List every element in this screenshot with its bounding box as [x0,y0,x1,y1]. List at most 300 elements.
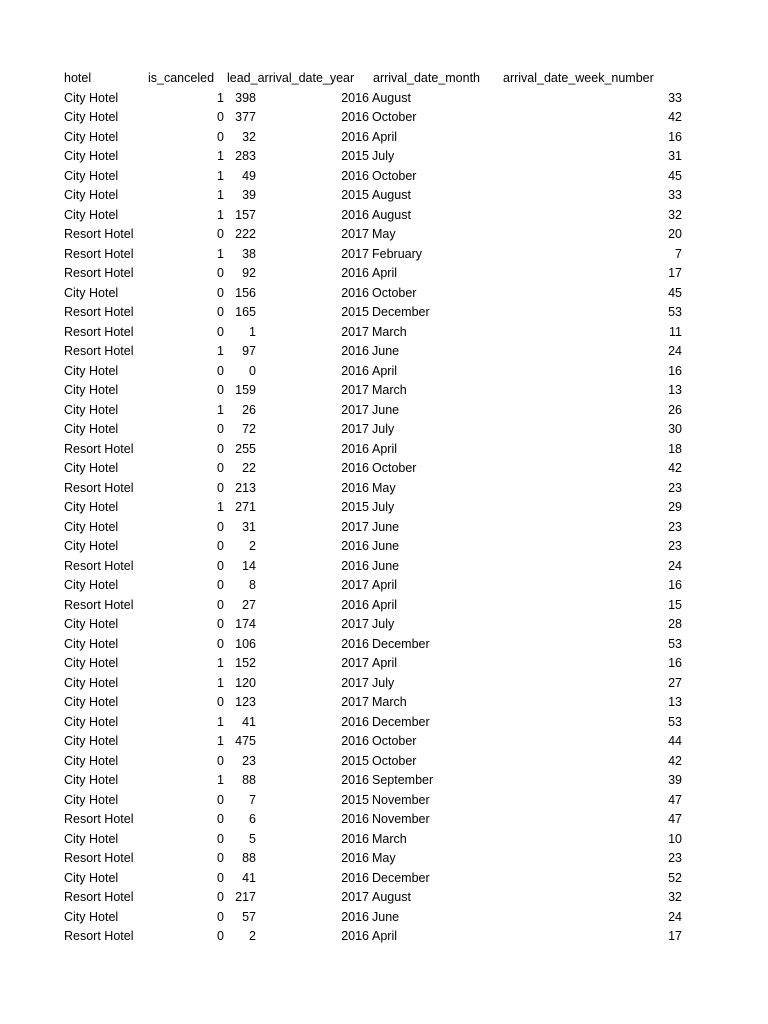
cell-is-canceled: 0 [217,324,224,339]
cell-lead: 120 [235,675,256,690]
cell-hotel: City Hotel [64,773,119,787]
cell-is-canceled: 1 [217,90,224,105]
cell-hotel: City Hotel [64,500,119,514]
cell-month: April [372,578,398,592]
table-row [64,927,704,947]
cell-week: 26 [668,402,682,417]
cell-lead: 5 [249,831,256,846]
cell-year: 2016 [341,168,369,183]
cell-month: June [372,344,400,358]
cell-month: August [372,90,411,105]
cell-week: 33 [668,188,682,202]
cell-week: 44 [668,734,682,748]
cell-lead: 157 [235,207,256,222]
cell-month: March [372,831,407,846]
cell-month: April [372,441,398,456]
cell-hotel: City Hotel [64,753,119,768]
cell-week: 11 [669,324,682,339]
cell-hotel: Resort Hotel [64,890,134,904]
cell-month: March [372,324,407,339]
cell-year: 2016 [341,831,369,846]
cell-month: July [372,675,395,690]
cell-is-canceled: 0 [217,578,224,592]
cell-is-canceled: 0 [217,539,224,553]
cell-is-canceled: 0 [217,812,224,826]
cell-month: July [372,617,395,631]
cell-is-canceled: 0 [217,851,224,865]
cell-is-canceled: 0 [217,909,224,924]
cell-year: 2017 [341,519,369,534]
header-lead-arrival-date-year: lead_arrival_date_year [227,71,355,85]
cell-month: May [372,851,396,865]
cell-hotel: City Hotel [64,129,119,144]
cell-year: 2015 [341,305,369,319]
cell-is-canceled: 0 [217,558,224,573]
cell-week: 17 [668,929,682,943]
table-row [64,498,704,518]
cell-week: 47 [668,812,682,826]
cell-hotel: Resort Hotel [64,305,134,319]
cell-hotel: Resort Hotel [64,851,134,865]
cell-year: 2017 [341,617,369,631]
cell-hotel: Resort Hotel [64,266,134,280]
cell-month: June [372,402,400,417]
cell-hotel: City Hotel [64,539,119,553]
cell-year: 2017 [341,383,369,397]
cell-is-canceled: 1 [217,344,224,358]
table-row [64,557,704,577]
cell-month: April [372,656,398,670]
cell-year: 2016 [341,285,369,300]
cell-week: 27 [668,675,682,690]
cell-month: March [372,383,407,397]
header-row [64,69,704,89]
table-row [64,674,704,694]
table-row [64,518,704,538]
cell-is-canceled: 1 [217,168,224,183]
cell-year: 2016 [341,714,369,729]
cell-month: May [372,480,396,495]
table-row [64,284,704,304]
cell-month: April [372,929,398,943]
cell-year: 2015 [341,500,369,514]
cell-lead: 72 [242,422,256,436]
cell-year: 2017 [341,246,369,261]
cell-hotel: Resort Hotel [64,441,134,456]
cell-week: 24 [668,909,682,924]
cell-year: 2017 [341,656,369,670]
table-row [64,771,704,791]
cell-hotel: Resort Hotel [64,324,134,339]
cell-week: 30 [668,422,682,436]
cell-year: 2015 [341,792,369,807]
cell-lead: 97 [242,344,256,358]
data-table [64,69,704,947]
table-row [64,147,704,167]
cell-hotel: City Hotel [64,695,119,709]
table-row [64,362,704,382]
cell-hotel: Resort Hotel [64,480,134,495]
cell-year: 2017 [341,324,369,339]
cell-year: 2017 [341,578,369,592]
cell-year: 2016 [341,344,369,358]
cell-month: October [372,110,417,124]
cell-is-canceled: 0 [217,480,224,495]
cell-year: 2016 [341,441,369,456]
cell-week: 33 [668,90,682,105]
cell-year: 2016 [341,909,369,924]
table-row [64,810,704,830]
cell-year: 2016 [341,929,369,943]
table-row [64,732,704,752]
table-row [64,888,704,908]
cell-hotel: City Hotel [64,617,119,631]
cell-month: December [372,714,430,729]
cell-is-canceled: 0 [217,519,224,534]
cell-week: 47 [668,792,682,807]
table-row [64,869,704,889]
cell-lead: 6 [249,812,256,826]
header-arrival-date-month: arrival_date_month [373,71,481,85]
cell-year: 2016 [341,207,369,222]
cell-year: 2017 [341,675,369,690]
cell-is-canceled: 0 [217,461,224,475]
cell-month: March [372,695,407,709]
header-is-canceled: is_canceled [148,71,215,85]
table-row [64,108,704,128]
cell-year: 2016 [341,539,369,553]
cell-year: 2016 [341,461,369,475]
cell-year: 2015 [341,149,369,163]
cell-lead: 222 [235,227,256,241]
cell-week: 16 [668,656,682,670]
cell-is-canceled: 0 [217,266,224,280]
cell-hotel: Resort Hotel [64,929,134,943]
table-row [64,420,704,440]
cell-lead: 271 [235,500,256,514]
cell-week: 31 [668,149,682,163]
cell-lead: 22 [242,461,256,475]
cell-is-canceled: 1 [217,246,224,261]
header-hotel: hotel [64,71,92,85]
cell-is-canceled: 1 [217,402,224,417]
table-row [64,225,704,245]
table-row [64,908,704,928]
cell-month: December [372,636,430,651]
cell-month: October [372,461,417,475]
cell-week: 45 [668,168,682,183]
cell-hotel: City Hotel [64,656,119,670]
cell-hotel: City Hotel [64,636,119,651]
cell-is-canceled: 1 [217,773,224,787]
cell-week: 20 [668,227,682,241]
cell-hotel: Resort Hotel [64,597,134,612]
cell-week: 10 [668,831,682,846]
cell-year: 2016 [341,636,369,651]
cell-is-canceled: 0 [217,929,224,943]
cell-is-canceled: 0 [217,831,224,846]
cell-hotel: Resort Hotel [64,246,134,261]
cell-week: 42 [668,110,682,124]
cell-month: November [372,792,430,807]
cell-lead: 123 [235,695,256,709]
cell-is-canceled: 0 [217,227,224,241]
cell-hotel: Resort Hotel [64,812,134,826]
cell-month: April [372,266,398,280]
cell-is-canceled: 1 [217,675,224,690]
cell-hotel: City Hotel [64,383,119,397]
cell-month: May [372,227,396,241]
table-row [64,401,704,421]
cell-hotel: City Hotel [64,578,119,592]
cell-lead: 217 [235,890,256,904]
cell-year: 2016 [341,870,369,885]
cell-hotel: City Hotel [64,402,119,417]
cell-year: 2016 [341,90,369,105]
cell-hotel: City Hotel [64,110,119,124]
cell-hotel: City Hotel [64,422,119,436]
cell-lead: 38 [242,246,256,261]
cell-week: 13 [668,383,682,397]
cell-lead: 8 [249,578,256,592]
cell-month: August [372,207,411,222]
table-row [64,459,704,479]
cell-week: 15 [668,597,682,612]
table-row [64,849,704,869]
cell-year: 2016 [341,129,369,144]
cell-lead: 31 [242,519,256,534]
cell-hotel: City Hotel [64,285,119,300]
cell-month: July [372,149,395,163]
cell-hotel: City Hotel [64,188,119,202]
cell-month: June [372,539,400,553]
cell-lead: 213 [235,480,256,495]
cell-hotel: City Hotel [64,870,119,885]
cell-is-canceled: 1 [217,500,224,514]
cell-lead: 174 [235,617,256,631]
cell-month: December [372,305,430,319]
cell-is-canceled: 0 [217,383,224,397]
table-row [64,264,704,284]
cell-week: 24 [668,558,682,573]
cell-year: 2015 [341,188,369,202]
cell-hotel: City Hotel [64,90,119,105]
cell-month: September [372,773,434,787]
cell-hotel: City Hotel [64,461,119,475]
cell-is-canceled: 1 [217,188,224,202]
table-row [64,381,704,401]
cell-lead: 39 [242,188,256,202]
cell-month: April [372,129,398,144]
cell-lead: 92 [242,266,256,280]
cell-is-canceled: 0 [217,597,224,612]
cell-lead: 14 [242,558,256,573]
cell-year: 2017 [341,402,369,417]
cell-lead: 1 [249,324,256,339]
cell-lead: 26 [242,402,256,417]
cell-week: 53 [668,636,682,651]
cell-lead: 398 [235,90,256,105]
cell-week: 32 [668,890,682,904]
cell-is-canceled: 0 [217,422,224,436]
cell-year: 2016 [341,110,369,124]
cell-week: 32 [668,207,682,222]
cell-week: 42 [668,753,682,768]
cell-lead: 41 [242,714,256,729]
table-row [64,245,704,265]
cell-year: 2015 [341,753,369,768]
table-row [64,440,704,460]
cell-week: 53 [668,305,682,319]
cell-year: 2017 [341,422,369,436]
cell-month: July [372,500,395,514]
cell-is-canceled: 0 [217,753,224,768]
cell-week: 16 [668,129,682,144]
cell-month: June [372,519,400,534]
table-row [64,537,704,557]
cell-week: 23 [668,480,682,495]
cell-month: April [372,597,398,612]
cell-is-canceled: 0 [217,792,224,807]
table-row [64,167,704,187]
cell-year: 2017 [341,695,369,709]
cell-week: 23 [668,519,682,534]
cell-week: 24 [668,344,682,358]
table-row [64,323,704,343]
cell-lead: 88 [242,773,256,787]
cell-lead: 255 [235,441,256,456]
cell-year: 2016 [341,363,369,378]
cell-year: 2016 [341,851,369,865]
table-row [64,596,704,616]
table-row [64,713,704,733]
cell-month: August [372,890,411,904]
cell-week: 18 [668,441,682,456]
cell-hotel: City Hotel [64,792,119,807]
cell-hotel: City Hotel [64,909,119,924]
cell-lead: 283 [235,149,256,163]
cell-is-canceled: 0 [217,441,224,456]
cell-year: 2016 [341,558,369,573]
table-row [64,791,704,811]
table-row [64,479,704,499]
cell-week: 7 [675,246,682,261]
cell-lead: 0 [249,363,256,378]
cell-hotel: City Hotel [64,207,119,222]
cell-is-canceled: 1 [217,714,224,729]
cell-lead: 165 [235,305,256,319]
cell-year: 2016 [341,597,369,612]
cell-lead: 106 [235,636,256,651]
cell-is-canceled: 0 [217,890,224,904]
cell-is-canceled: 1 [217,149,224,163]
cell-is-canceled: 0 [217,285,224,300]
cell-lead: 32 [242,129,256,144]
cell-lead: 377 [235,110,256,124]
cell-lead: 2 [249,539,256,553]
table-row [64,303,704,323]
header-arrival-date-week-number: arrival_date_week_number [503,71,654,85]
cell-hotel: City Hotel [64,734,119,748]
cell-week: 13 [668,695,682,709]
cell-is-canceled: 0 [217,110,224,124]
cell-lead: 156 [235,285,256,300]
table-row [64,615,704,635]
cell-lead: 27 [242,597,256,612]
cell-week: 29 [668,500,682,514]
cell-week: 45 [668,285,682,300]
cell-hotel: City Hotel [64,714,119,729]
table-row [64,576,704,596]
cell-hotel: City Hotel [64,149,119,163]
cell-week: 16 [668,578,682,592]
cell-lead: 41 [242,870,256,885]
cell-year: 2016 [341,812,369,826]
cell-lead: 159 [235,383,256,397]
cell-week: 53 [668,714,682,729]
cell-month: June [372,558,400,573]
cell-year: 2016 [341,480,369,495]
cell-month: February [372,246,423,261]
cell-lead: 88 [242,851,256,865]
cell-lead: 57 [242,909,256,924]
cell-year: 2016 [341,266,369,280]
cell-week: 23 [668,539,682,553]
cell-year: 2016 [341,773,369,787]
cell-is-canceled: 1 [217,207,224,222]
cell-lead: 475 [235,734,256,748]
table-row [64,186,704,206]
cell-month: July [372,422,395,436]
table-row [64,206,704,226]
cell-hotel: City Hotel [64,831,119,846]
table-row [64,752,704,772]
cell-is-canceled: 0 [217,636,224,651]
cell-month: August [372,188,411,202]
cell-month: October [372,168,417,183]
cell-is-canceled: 1 [217,656,224,670]
cell-month: November [372,812,430,826]
cell-week: 39 [668,773,682,787]
cell-lead: 23 [242,753,256,768]
table-row [64,830,704,850]
cell-hotel: City Hotel [64,168,119,183]
cell-hotel: Resort Hotel [64,344,134,358]
cell-is-canceled: 0 [217,129,224,144]
cell-week: 16 [668,363,682,378]
cell-week: 52 [668,870,682,885]
cell-hotel: City Hotel [64,675,119,690]
cell-is-canceled: 0 [217,617,224,631]
cell-hotel: Resort Hotel [64,558,134,573]
table-body [64,89,704,947]
cell-week: 23 [668,851,682,865]
cell-lead: 2 [249,929,256,943]
table-row [64,693,704,713]
cell-month: October [372,734,417,748]
cell-year: 2016 [341,734,369,748]
cell-hotel: City Hotel [64,519,119,534]
cell-lead: 152 [235,656,256,670]
cell-year: 2017 [341,227,369,241]
cell-hotel: Resort Hotel [64,227,134,241]
cell-is-canceled: 0 [217,695,224,709]
cell-lead: 49 [242,168,256,183]
table-row [64,128,704,148]
table-row [64,635,704,655]
table-row [64,654,704,674]
table-row [64,342,704,362]
